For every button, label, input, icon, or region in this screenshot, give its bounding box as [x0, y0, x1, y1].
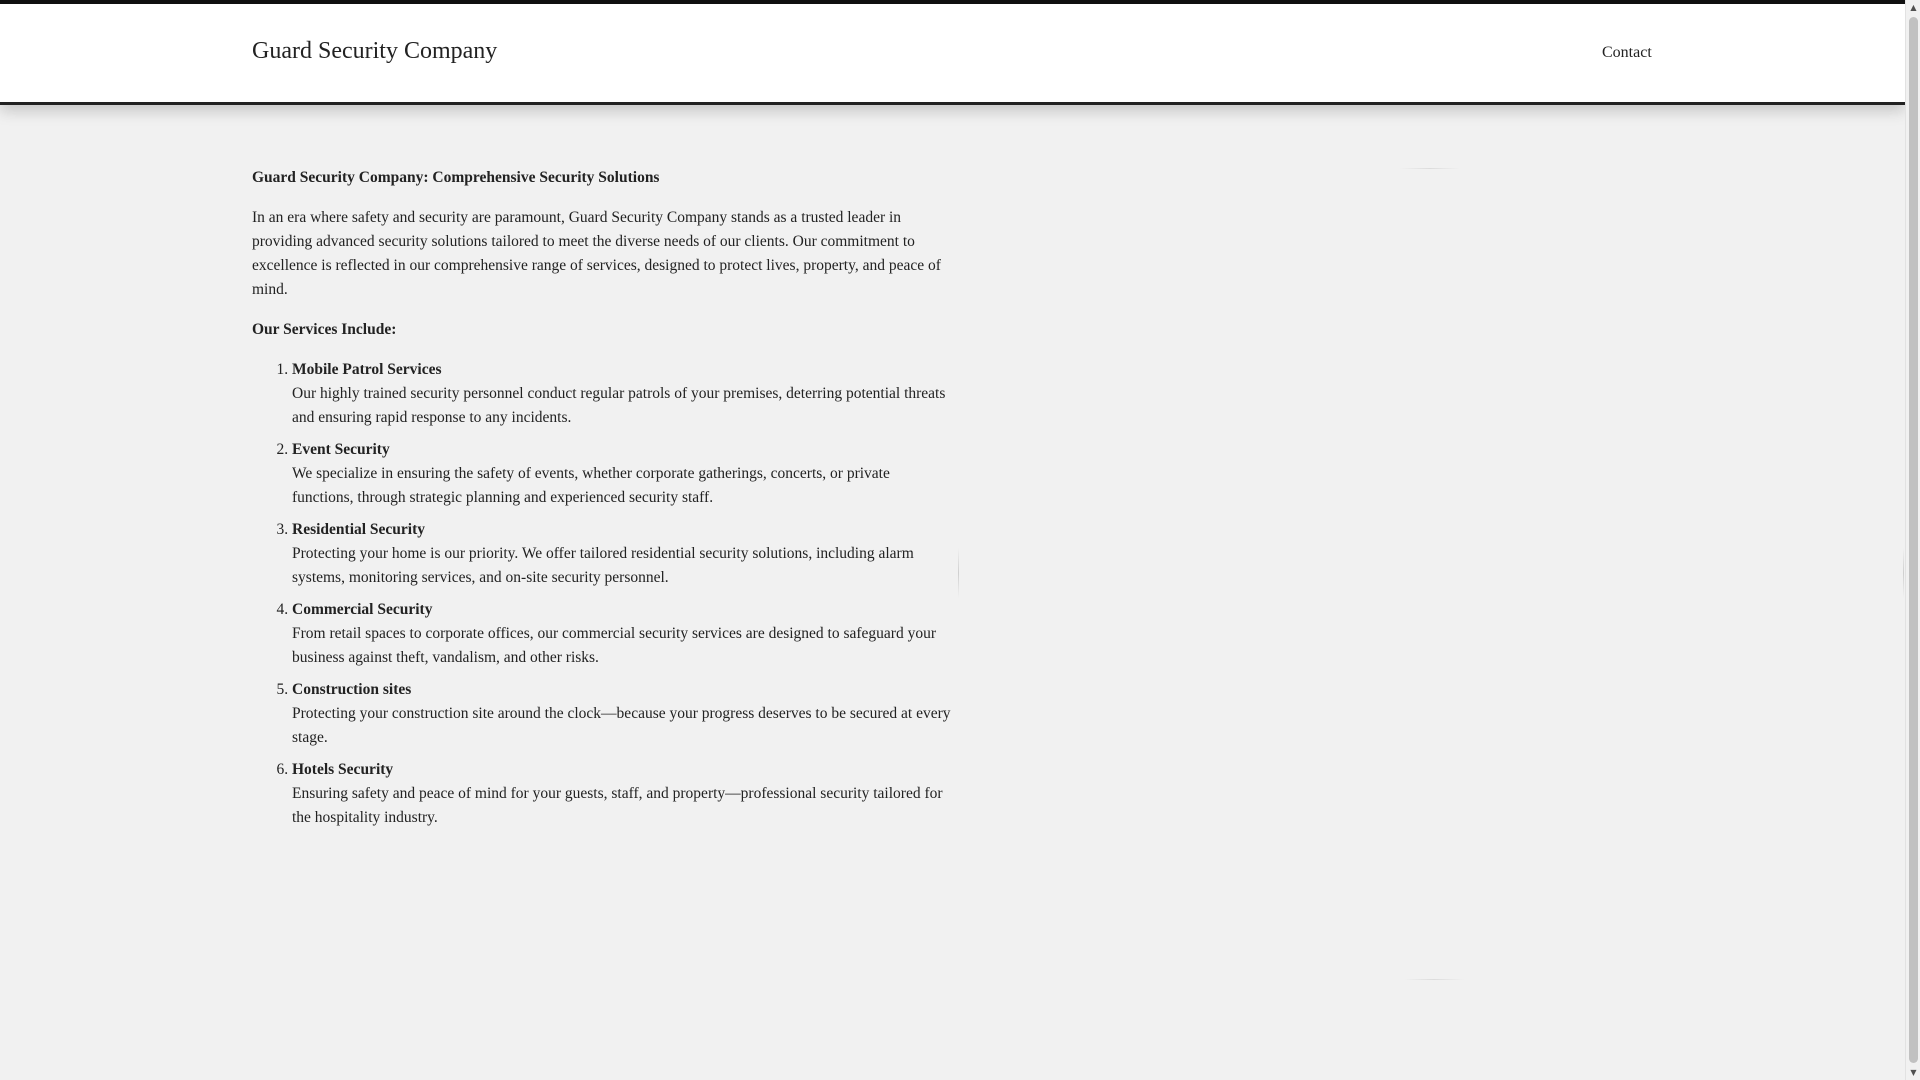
service-title: 6. Hotels Security: [292, 761, 394, 778]
service-description: Ensuring safety and peace of mind for your guests, staff, and property—professional security tailored for the hospitality industry.: [292, 785, 943, 826]
service-title: 1. Mobile Patrol Services: [292, 361, 442, 378]
scrollbar-thumb[interactable]: [1909, 17, 1918, 1063]
service-title: 5. Construction sites: [292, 681, 412, 698]
service-item: [292, 598, 952, 670]
page-heading: Guard Security Company: Comprehensive Security Solutions: [252, 169, 660, 186]
triangle-up-icon[interactable]: ▲: [1910, 3, 1917, 12]
service-item: [292, 438, 952, 510]
decorative-divider-top: [1400, 168, 1460, 169]
service-description: Protecting your home is our priority. We offer tailored residential security solutions, including alarm systems, monitoring services, and on-site security personnel.: [292, 545, 914, 586]
service-description: Protecting your construction site around the clock—because your progress deserves to be secured at every stage.: [292, 705, 951, 746]
service-item: [292, 758, 952, 830]
decorative-divider-bottom: [1404, 979, 1464, 980]
service-description: We specialize in ensuring the safety of events, whether corporate gatherings, concerts, or private functions, through strategic planning and experienced security staff.: [292, 465, 890, 506]
site-title-link[interactable]: Guard Security Company: [252, 38, 498, 64]
decorative-divider-vertical: [958, 548, 959, 598]
services-heading: Our Services Include:: [252, 321, 397, 338]
service-title: 2. Event Security: [292, 441, 390, 458]
site-header: [0, 4, 1905, 105]
services-list: [252, 358, 952, 830]
service-description: From retail spaces to corporate offices, our commercial security services are designed to safeguard your business against theft, vandalism, and other risks.: [292, 625, 937, 666]
decorative-divider-vertical-right: [1903, 548, 1904, 598]
service-title: 3. Residential Security: [292, 521, 426, 538]
vertical-scrollbar[interactable]: [1905, 0, 1920, 1080]
nav-contact-link[interactable]: Contact: [1602, 44, 1652, 61]
main-content: [252, 166, 952, 838]
service-item: [292, 518, 952, 590]
service-item: [292, 358, 952, 430]
service-title: 4. Commercial Security: [292, 601, 433, 618]
intro-paragraph: In an era where safety and security are paramount, Guard Security Company stands as a trusted leader in providing advanced security solutions tailored to meet the diverse needs of our clients. Our commitment to excellence is reflected in our comprehensive range of services, designed to protect lives, property, and peace of mind.: [252, 209, 941, 298]
service-description: Our highly trained security personnel conduct regular patrols of your premises, deterring potential threats and ensuring rapid response to any incidents.: [292, 385, 946, 426]
service-item: [292, 678, 952, 750]
triangle-down-icon[interactable]: ▼: [1910, 1068, 1917, 1077]
